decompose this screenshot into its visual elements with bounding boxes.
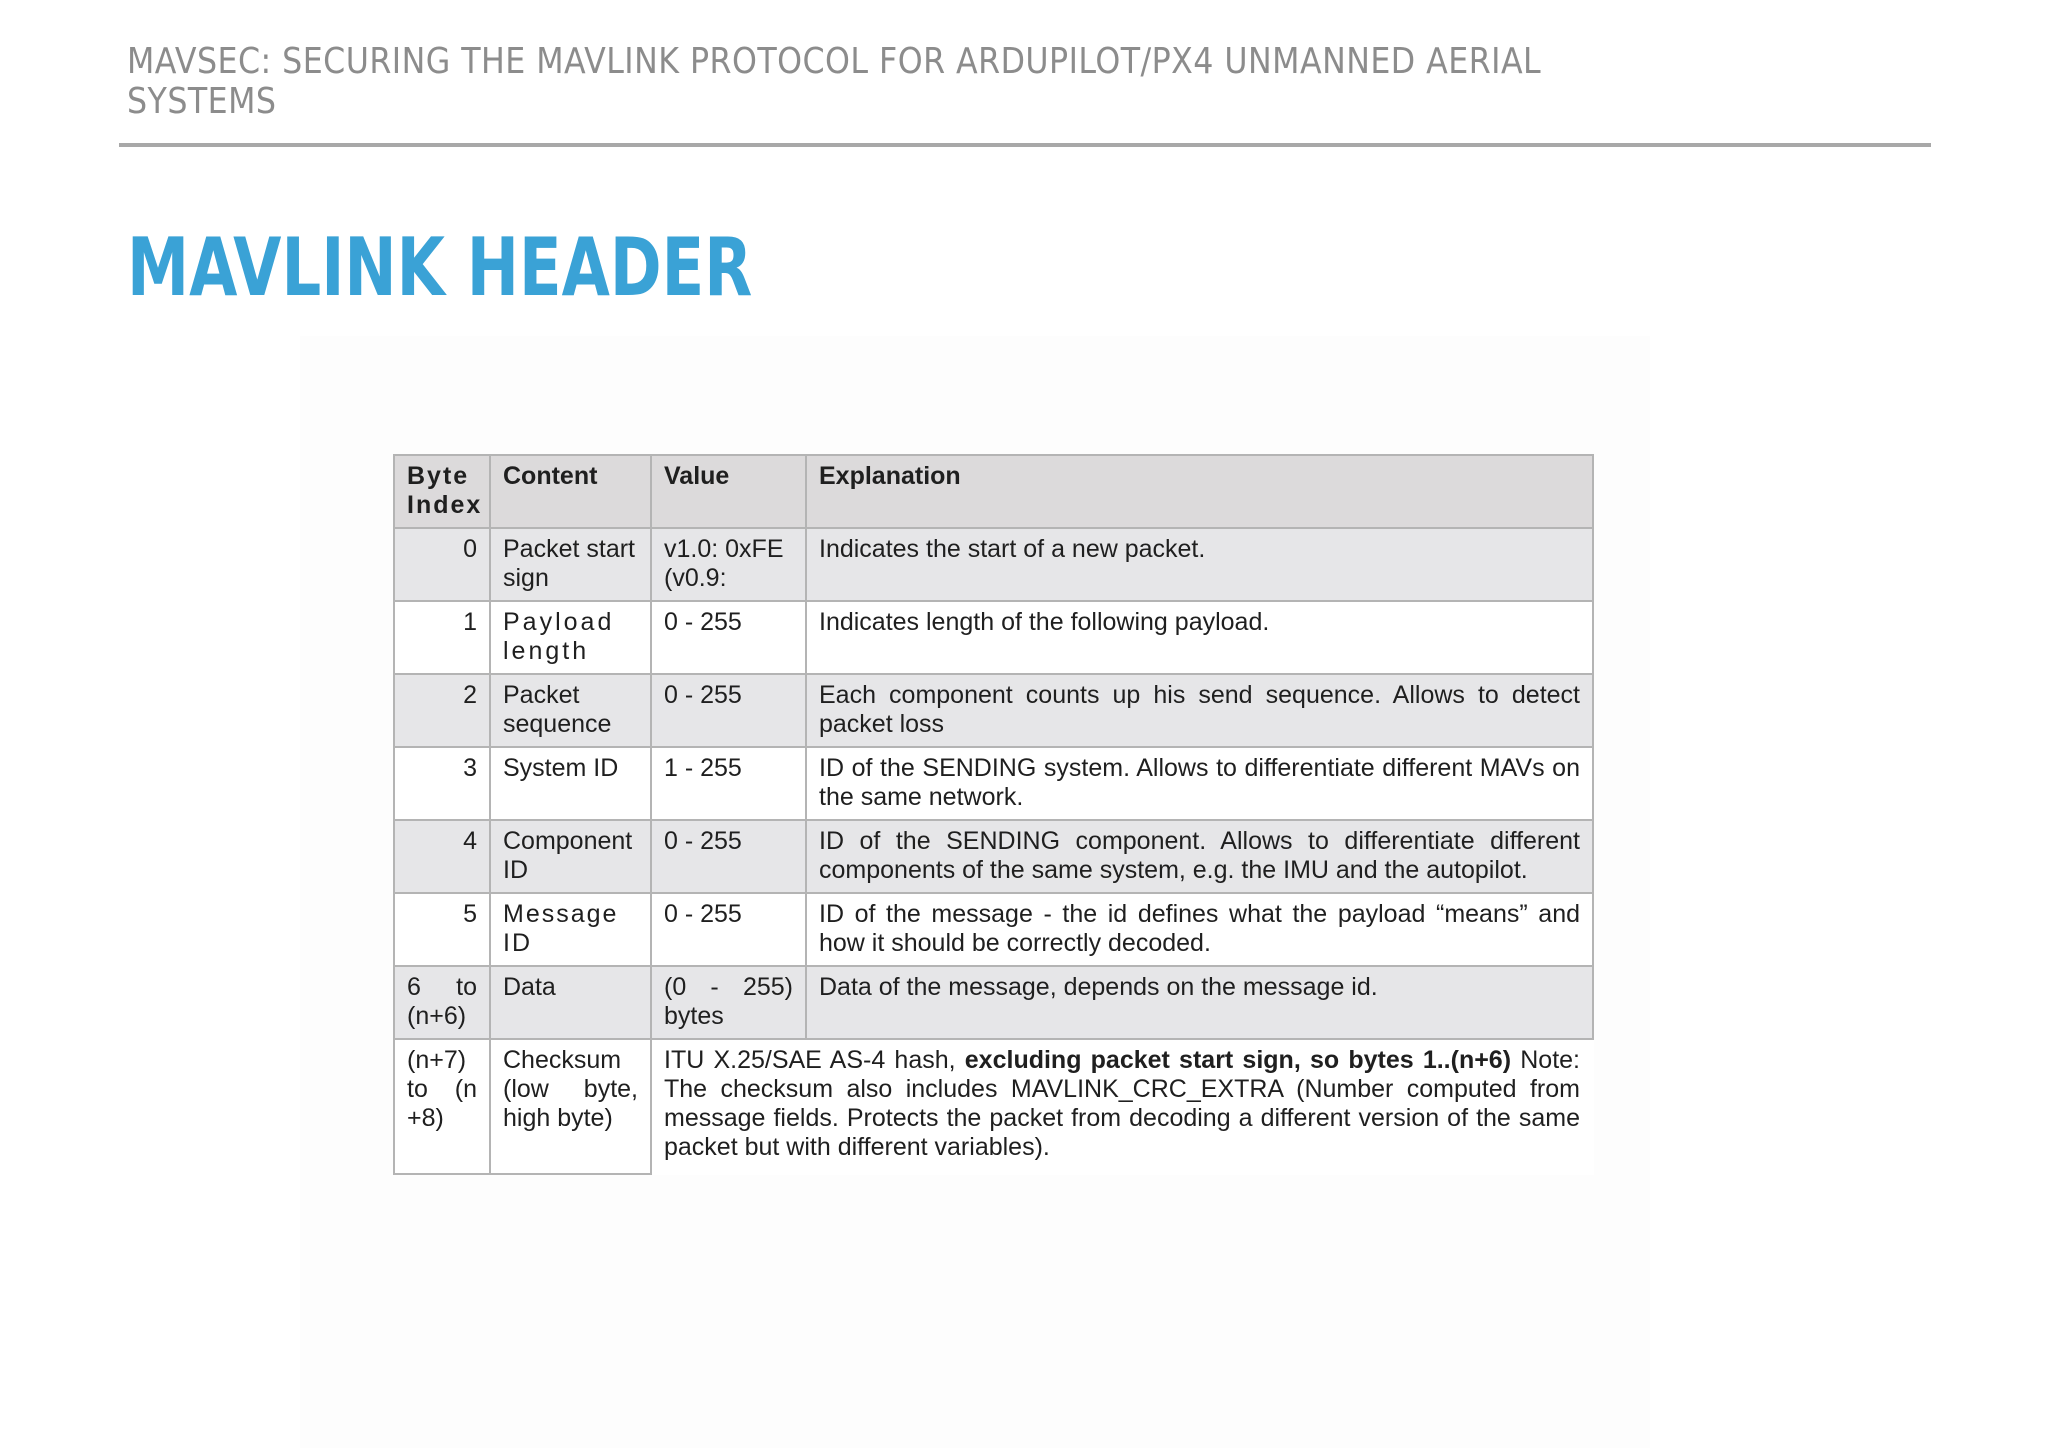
row-content: Checksum (low byte, high byte) <box>490 1039 651 1174</box>
table-row <box>394 893 1593 966</box>
col-header-byte-index: Byte Index <box>394 455 490 528</box>
row-value: 0 - 255 <box>651 820 806 893</box>
row-value: 0 - 255 <box>651 601 806 674</box>
checksum-explanation-bold: excluding packet start sign, so bytes 1..(n+6) <box>964 1046 1512 1074</box>
row-content: Message ID <box>490 893 651 966</box>
checksum-explanation-normal: ITU X.25/SAE AS-4 hash, <box>664 1046 965 1074</box>
row-explanation: Data of the message, depends on the message id. <box>806 966 1593 1039</box>
table-row <box>394 601 1593 674</box>
row-byte-index: 2 <box>394 674 490 747</box>
row-byte-index: 4 <box>394 820 490 893</box>
table-row <box>394 820 1593 893</box>
table-row-checksum <box>394 1039 1593 1174</box>
row-explanation: Indicates the start of a new packet. <box>806 528 1593 601</box>
row-byte-index: 1 <box>394 601 490 674</box>
row-explanation: Each component counts up his send sequence. Allows to detect packet loss <box>806 674 1593 747</box>
row-byte-index: 3 <box>394 747 490 820</box>
row-content: Component ID <box>490 820 651 893</box>
row-content: System ID <box>490 747 651 820</box>
row-byte-index: 0 <box>394 528 490 601</box>
row-explanation: ID of the SENDING component. Allows to differentiate different components of the same system, e.g. the IMU and the autopilot. <box>806 820 1593 893</box>
checksum-explanation-note: Note: The checksum also includes MAVLINK_CRC_EXTRA (Number computed from message fields. Protects the packet from decoding a different version of the same packet but with different variables). <box>664 1046 1580 1161</box>
col-header-value: Value <box>651 455 806 528</box>
table-header-row <box>394 455 1593 528</box>
row-explanation <box>651 1039 1593 1174</box>
title-divider <box>119 143 1931 147</box>
row-content: Payload length <box>490 601 651 674</box>
row-value: 1 - 255 <box>651 747 806 820</box>
row-value: 0 - 255 <box>651 674 806 747</box>
table-row <box>394 674 1593 747</box>
row-value: v1.0: 0xFE (v0.9: <box>651 528 806 601</box>
row-byte-index: (n+7) to (n +8) <box>394 1039 490 1174</box>
table-row <box>394 747 1593 820</box>
row-value: (0 - 255) bytes <box>651 966 806 1039</box>
row-byte-index: 5 <box>394 893 490 966</box>
row-explanation: Indicates length of the following payload. <box>806 601 1593 674</box>
table-row <box>394 966 1593 1039</box>
row-explanation: ID of the message - the id defines what the payload “means” and how it should be correctly decoded. <box>806 893 1593 966</box>
col-header-explanation: Explanation <box>806 455 1593 528</box>
mavlink-header-table <box>393 454 1594 1175</box>
col-header-content: Content <box>490 455 651 528</box>
row-explanation: ID of the SENDING system. Allows to differentiate different MAVs on the same network. <box>806 747 1593 820</box>
row-value: 0 - 255 <box>651 893 806 966</box>
row-byte-index: 6 to (n+6) <box>394 966 490 1039</box>
table-row <box>394 528 1593 601</box>
slide-heading: MAVLINK HEADER <box>127 221 753 314</box>
row-content: Data <box>490 966 651 1039</box>
deck-title: MAVSEC: SECURING THE MAVLINK PROTOCOL FOR ARDUPILOT/PX4 UNMANNED AERIAL SYSTEMS <box>127 41 1542 122</box>
row-content: Packet sequence <box>490 674 651 747</box>
row-content: Packet start sign <box>490 528 651 601</box>
